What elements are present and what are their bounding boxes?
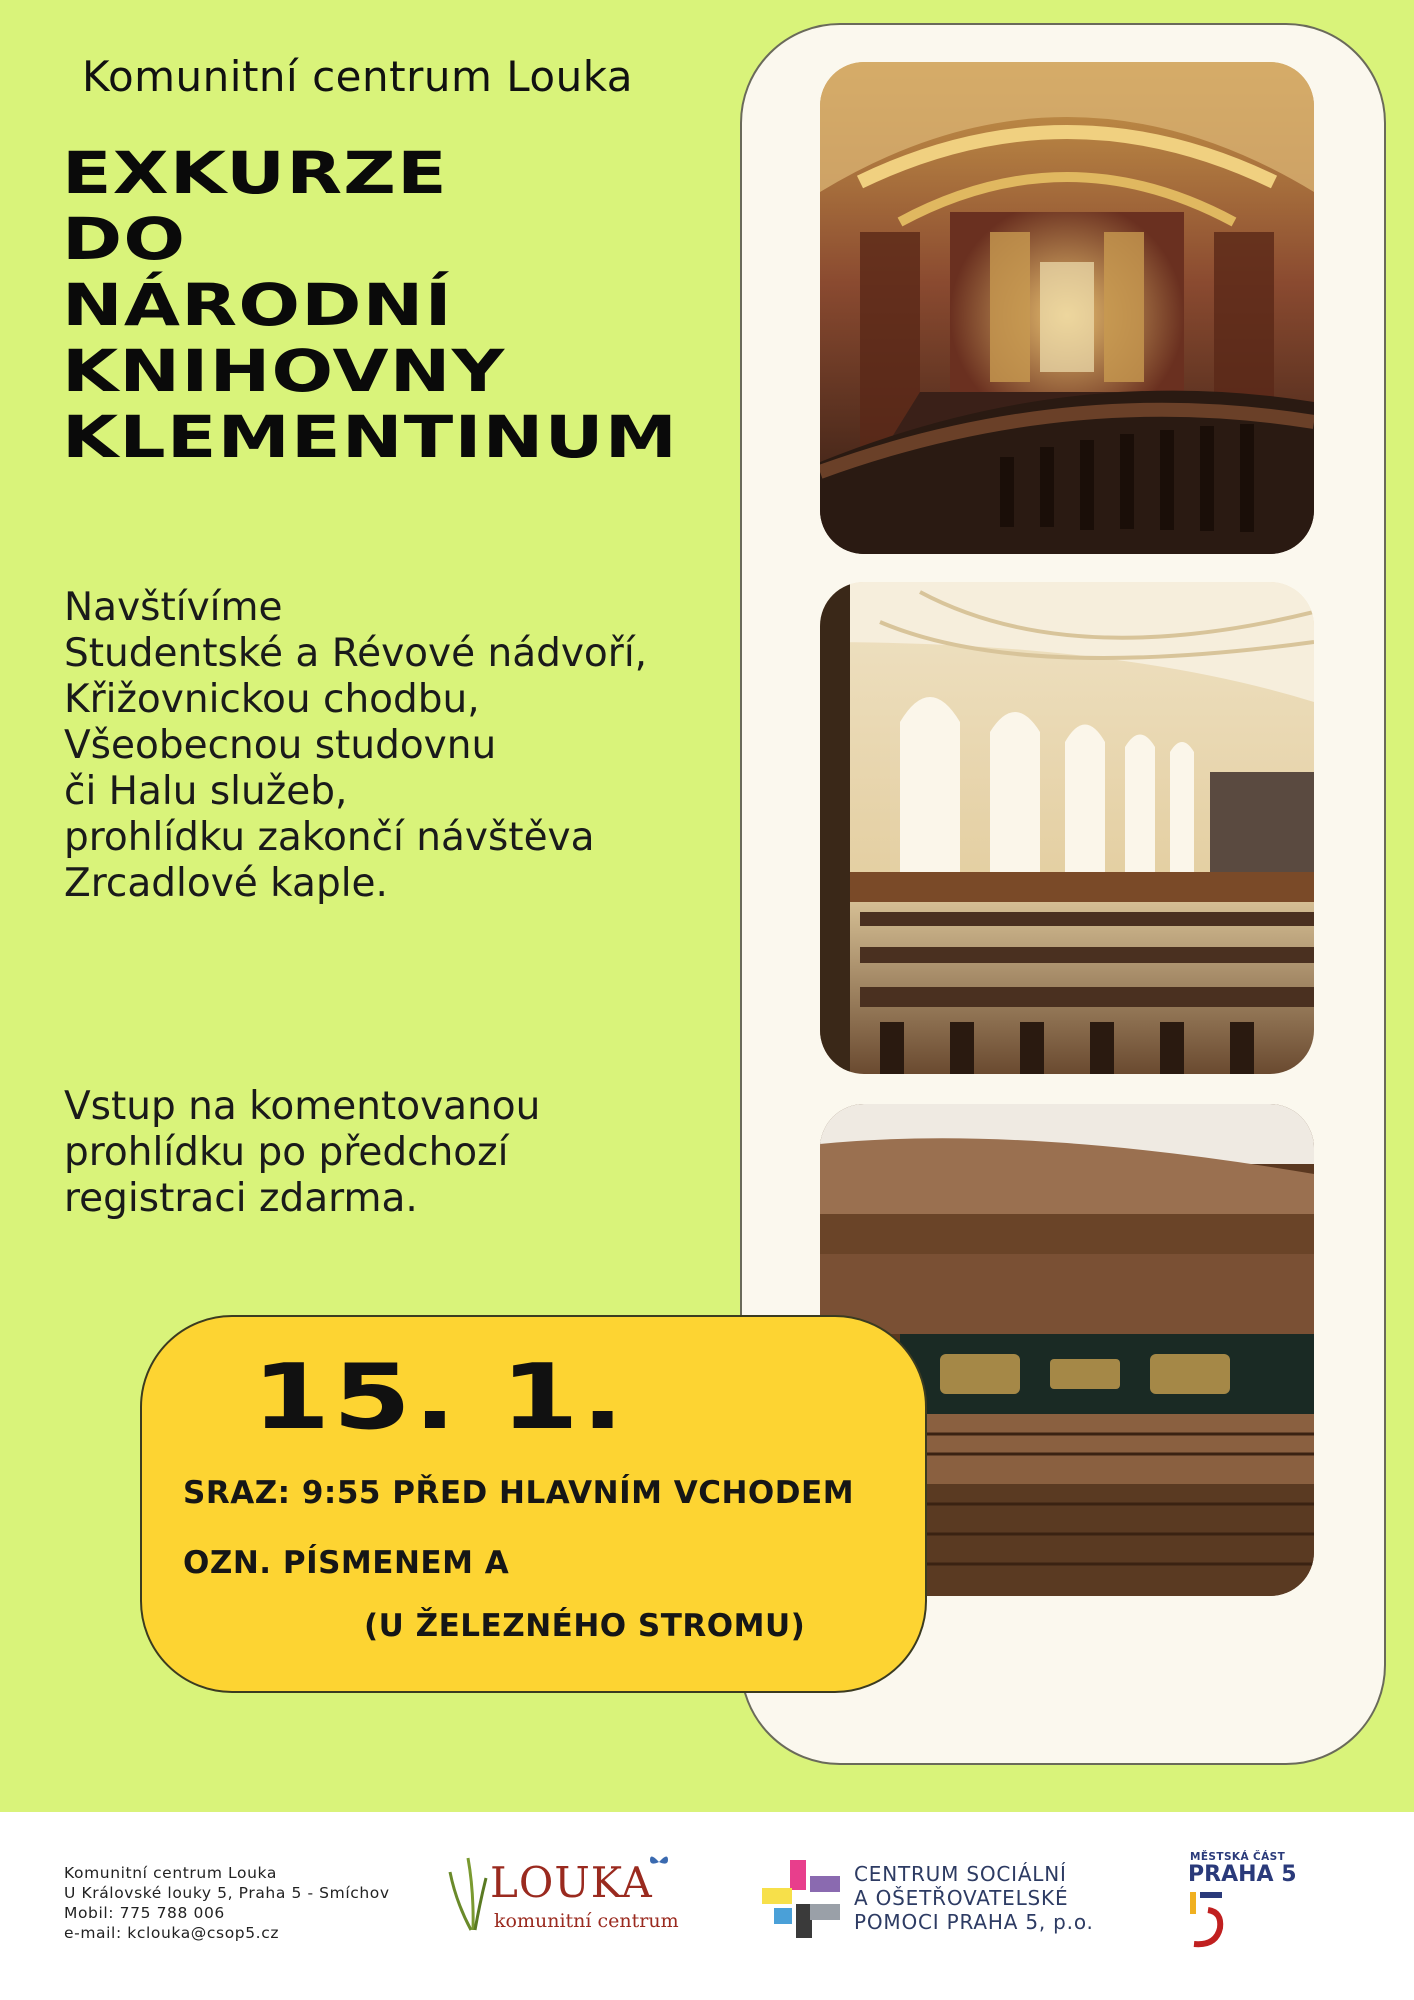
louka-logo-subtitle: komunitní centrum — [494, 1910, 679, 1932]
description-text — [64, 585, 647, 907]
contact-phone: Mobil: 775 788 006 — [64, 1904, 225, 1922]
csop-logo-text — [854, 1862, 1094, 1934]
praha5-emblem-icon — [1186, 1888, 1226, 1950]
meeting-point-line: OZN. PÍSMENEM A — [183, 1545, 510, 1581]
page-title — [62, 139, 679, 471]
entry-line: prohlídku po předchozí — [64, 1130, 509, 1175]
description-line: Křižovnickou chodbu, — [64, 677, 480, 722]
event-date: 15. 1. — [252, 1345, 627, 1450]
meeting-point-line: (U ŽELEZNÉHO STROMU) — [364, 1608, 806, 1644]
csop-cross-icon — [762, 1860, 840, 1938]
title-line: KNIHOVNY — [62, 337, 506, 405]
reading-room-photo — [820, 582, 1314, 1074]
title-line: NÁRODNÍ — [62, 271, 453, 339]
praha5-logo-top: MĚSTSKÁ ČÁST — [1190, 1851, 1286, 1863]
title-line: KLEMENTINUM — [62, 403, 679, 471]
grass-logo-icon — [446, 1852, 496, 1932]
meeting-point-line: SRAZ: 9:55 PŘED HLAVNÍM VCHODEM — [183, 1475, 855, 1511]
contact-name: Komunitní centrum Louka — [64, 1864, 277, 1882]
description-line: či Halu služeb, — [64, 769, 348, 814]
contact-email[interactable]: e-mail: kclouka@csop5.cz — [64, 1924, 280, 1942]
description-line: prohlídku zakončí návštěva — [64, 815, 595, 860]
baroque-chapel-photo — [820, 62, 1314, 554]
entry-info-text — [64, 1084, 540, 1222]
contact-address: U Královské louky 5, Praha 5 - Smíchov — [64, 1884, 390, 1902]
description-line: Všeobecnou studovnu — [64, 723, 497, 768]
description-line: Zrcadlové kaple. — [64, 861, 388, 906]
title-line: DO — [62, 205, 187, 273]
csop-line: A OŠETŘOVATELSKÉ — [854, 1886, 1069, 1910]
csop-line: CENTRUM SOCIÁLNÍ — [854, 1862, 1067, 1886]
organizer-name: Komunitní centrum Louka — [82, 52, 634, 101]
contact-info — [64, 1863, 390, 1943]
csop-line: POMOCI PRAHA 5, p.o. — [854, 1910, 1094, 1934]
praha5-logo-main: PRAHA 5 — [1188, 1862, 1297, 1887]
description-line: Navštívíme — [64, 585, 283, 630]
entry-line: Vstup na komentovanou — [64, 1084, 541, 1129]
entry-line: registraci zdarma. — [64, 1176, 418, 1221]
louka-logo-name: LOUKA — [490, 1858, 653, 1907]
description-line: Studentské a Révové nádvoří, — [64, 631, 648, 676]
title-line: EXKURZE — [62, 139, 448, 207]
